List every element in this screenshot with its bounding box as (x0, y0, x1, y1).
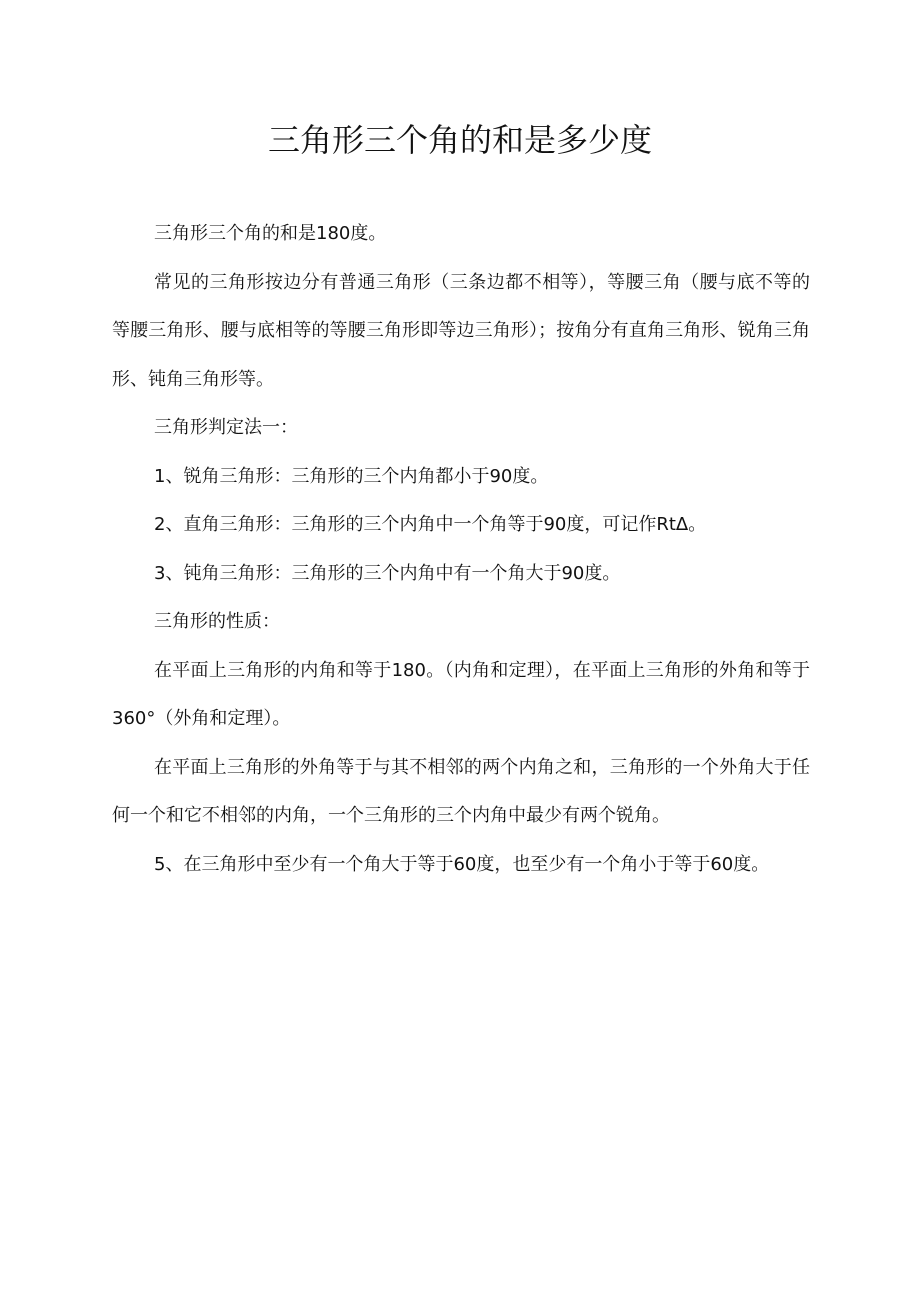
paragraph-exterior-angle: 在平面上三角形的外角等于与其不相邻的两个内角之和，三角形的一个外角大于任何一个和它不相邻的内角，一个三角形的三个内角中最少有两个锐角。 (112, 756, 810, 826)
paragraph-acute: 1、锐角三角形：三角形的三个内角都小于90度。 (154, 465, 549, 487)
paragraph-obtuse: 3、钝角三角形：三角形的三个内角中有一个角大于90度。 (154, 562, 621, 584)
paragraph-sum-statement: 三角形三个角的和是180度。 (154, 223, 387, 244)
paragraph-criteria-heading: 三角形判定法一： (154, 417, 298, 438)
document-title: 三角形三个角的和是多少度 (267, 121, 652, 159)
document-body (112, 210, 810, 889)
paragraph-right: 2、直角三角形：三角形的三个内角中一个角等于90度，可记作RtΔ。 (154, 514, 707, 535)
paragraph-angle-sum-theorems: 在平面上三角形的内角和等于180。（内角和定理），在平面上三角形的外角和等于360°（外角和定理）。 (112, 659, 810, 729)
paragraph-classification: 常见的三角形按边分有普通三角形（三条边都不相等），等腰三角（腰与底不等的等腰三角形、腰与底相等的等腰三角形即等边三角形）；按角分有直角三角形、锐角三角形、钝角三角形等。 (112, 271, 810, 390)
paragraph-sixty-degrees: 5、在三角形中至少有一个角大于等于60度，也至少有一个角小于等于60度。 (154, 853, 770, 875)
paragraph-properties-heading: 三角形的性质： (154, 611, 280, 632)
